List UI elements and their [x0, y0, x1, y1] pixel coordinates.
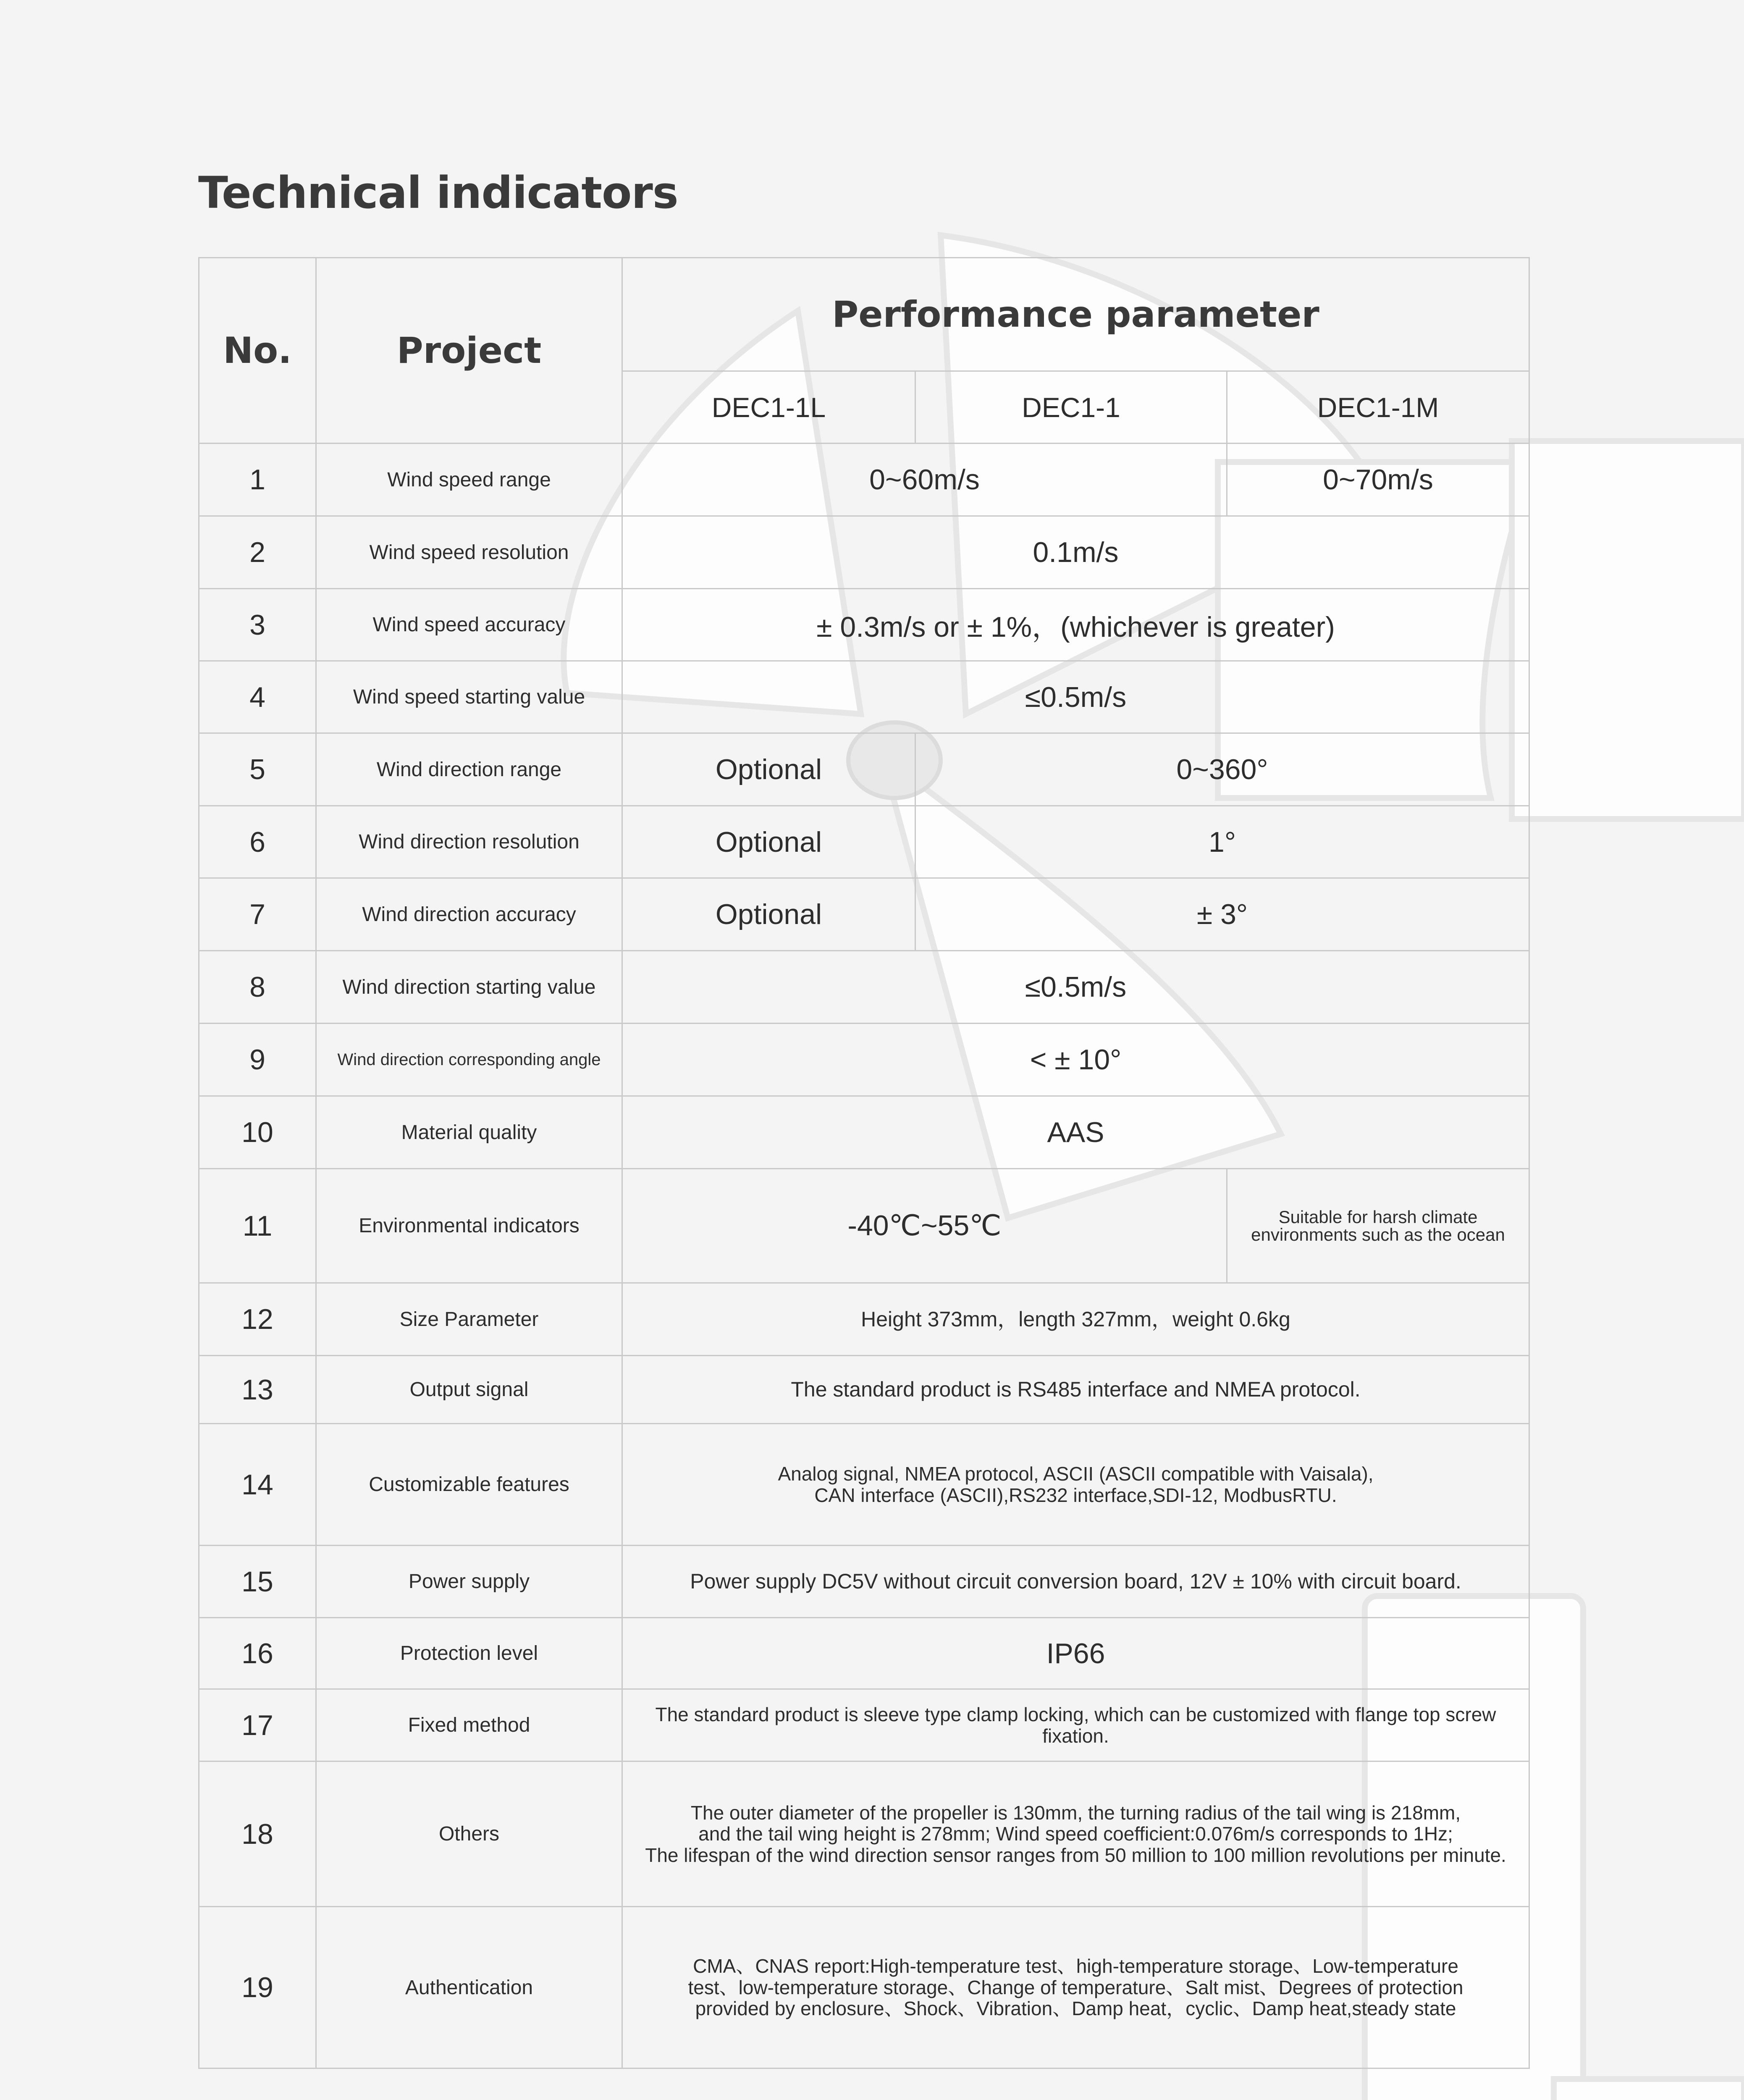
row-project: Customizable features: [316, 1424, 622, 1546]
row-value: -40℃~55℃: [622, 1169, 1227, 1283]
table-row: [199, 1169, 1529, 1283]
table-row: [199, 589, 1529, 661]
row-value: Power supply DC5V without circuit conversion board, 12V ± 10% with circuit board.: [622, 1546, 1529, 1618]
row-value-dec1-1l: Optional: [622, 878, 915, 951]
table-row: [199, 1356, 1529, 1424]
row-value-dec1-1l: Optional: [622, 733, 915, 806]
page-title: Technical indicators: [198, 167, 678, 218]
row-value: ± 0.3m/s or ± 1%，(whichever is greater): [622, 589, 1529, 661]
row-project: Power supply: [316, 1546, 622, 1618]
row-project: Output signal: [316, 1356, 622, 1424]
row-number: 10: [199, 1096, 316, 1169]
row-number: 4: [199, 661, 316, 733]
row-number: 11: [199, 1169, 316, 1283]
row-value-line: CMA、CNAS report:High-temperature test、high-temperature storage、Low-temperature: [693, 1955, 1458, 1977]
row-number: 1: [199, 444, 316, 516]
header-project: Project: [316, 258, 622, 444]
row-project: Fixed method: [316, 1689, 622, 1761]
table-row: [199, 1024, 1529, 1096]
row-number: 18: [199, 1761, 316, 1907]
row-number: 6: [199, 806, 316, 878]
row-project: Authentication: [316, 1907, 622, 2068]
row-value: 1°: [915, 806, 1529, 878]
table-row: [199, 661, 1529, 733]
row-value-line: CAN interface (ASCII),RS232 interface,SDI-12, ModbusRTU.: [814, 1484, 1337, 1506]
row-value: The standard product is sleeve type clamp locking, which can be customized with flange top screw fixation.: [622, 1689, 1529, 1761]
row-project: Material quality: [316, 1096, 622, 1169]
row-number: 2: [199, 516, 316, 589]
row-number: 16: [199, 1618, 316, 1689]
row-project: Size Parameter: [316, 1283, 622, 1356]
row-number: 19: [199, 1907, 316, 2068]
row-value-dec1-1l: Optional: [622, 806, 915, 878]
row-value: < ± 10°: [622, 1024, 1529, 1096]
row-value: The standard product is RS485 interface and NMEA protocol.: [622, 1356, 1529, 1424]
table-row: [199, 1096, 1529, 1169]
row-value-line: The lifespan of the wind direction sensor ranges from 50 million to 100 million revolutions per minute.: [645, 1844, 1506, 1866]
row-number: 8: [199, 951, 316, 1024]
row-project: Wind direction range: [316, 733, 622, 806]
row-number: 14: [199, 1424, 316, 1546]
table-row: [199, 951, 1529, 1024]
table-row: [199, 1424, 1529, 1546]
row-value: 0~360°: [915, 733, 1529, 806]
row-project: Environmental indicators: [316, 1169, 622, 1283]
table-row: [199, 1546, 1529, 1618]
row-project: Wind direction starting value: [316, 951, 622, 1024]
table-header-row: [199, 258, 1529, 371]
row-value-line: and the tail wing height is 278mm; Wind speed coefficient:0.076m/s corresponds to 1Hz;: [698, 1823, 1453, 1845]
table-row: [199, 444, 1529, 516]
row-value: ≤0.5m/s: [622, 951, 1529, 1024]
header-model-dec1-1m: DEC1-1M: [1227, 371, 1529, 444]
row-value-line: The outer diameter of the propeller is 130mm, the turning radius of the tail wing is 218mm,: [690, 1801, 1461, 1824]
row-value: ≤0.5m/s: [622, 661, 1529, 733]
row-value-line: Analog signal, NMEA protocol, ASCII (ASCII compatible with Vaisala),: [778, 1462, 1374, 1485]
row-value-dec1-1m: Suitable for harsh climate environments such as the ocean: [1227, 1169, 1529, 1283]
row-project: Wind direction resolution: [316, 806, 622, 878]
table-row: [199, 1761, 1529, 1907]
row-project: Others: [316, 1761, 622, 1907]
table-row: [199, 1618, 1529, 1689]
header-performance-parameter: Performance parameter: [622, 258, 1529, 371]
row-project: Wind speed range: [316, 444, 622, 516]
table-row: [199, 806, 1529, 878]
row-value: 0~60m/s: [622, 444, 1227, 516]
row-number: 13: [199, 1356, 316, 1424]
row-value: [622, 1907, 1529, 2068]
row-number: 9: [199, 1024, 316, 1096]
header-model-dec1-1: DEC1-1: [915, 371, 1227, 444]
row-value: ± 3°: [915, 878, 1529, 951]
row-value: 0.1m/s: [622, 516, 1529, 589]
table-row: [199, 1689, 1529, 1761]
table-row: [199, 733, 1529, 806]
row-number: 7: [199, 878, 316, 951]
table-row: [199, 516, 1529, 589]
row-project: Protection level: [316, 1618, 622, 1689]
row-value: [622, 1761, 1529, 1907]
row-value: [622, 1424, 1529, 1546]
row-project: Wind direction corresponding angle: [316, 1024, 622, 1096]
row-value: AAS: [622, 1096, 1529, 1169]
header-no: No.: [199, 258, 316, 444]
row-value-line: test、low-temperature storage、Change of temperature、Salt mist、Degrees of protection: [688, 1976, 1463, 1998]
table-row: [199, 1907, 1529, 2068]
row-number: 17: [199, 1689, 316, 1761]
row-project: Wind speed resolution: [316, 516, 622, 589]
table-row: [199, 1283, 1529, 1356]
row-number: 12: [199, 1283, 316, 1356]
row-value: IP66: [622, 1618, 1529, 1689]
row-number: 5: [199, 733, 316, 806]
row-project: Wind direction accuracy: [316, 878, 622, 951]
row-value: Height 373mm，length 327mm，weight 0.6kg: [622, 1283, 1529, 1356]
row-value-dec1-1m: 0~70m/s: [1227, 444, 1529, 516]
row-number: 15: [199, 1546, 316, 1618]
header-model-dec1-1l: DEC1-1L: [622, 371, 915, 444]
row-project: Wind speed accuracy: [316, 589, 622, 661]
table-row: [199, 878, 1529, 951]
technical-indicators-table: [198, 257, 1530, 2069]
row-value-line: provided by enclosure、Shock、Vibration、Damp heat，cyclic、Damp heat,steady state: [695, 1998, 1456, 2020]
row-number: 3: [199, 589, 316, 661]
row-project: Wind speed starting value: [316, 661, 622, 733]
